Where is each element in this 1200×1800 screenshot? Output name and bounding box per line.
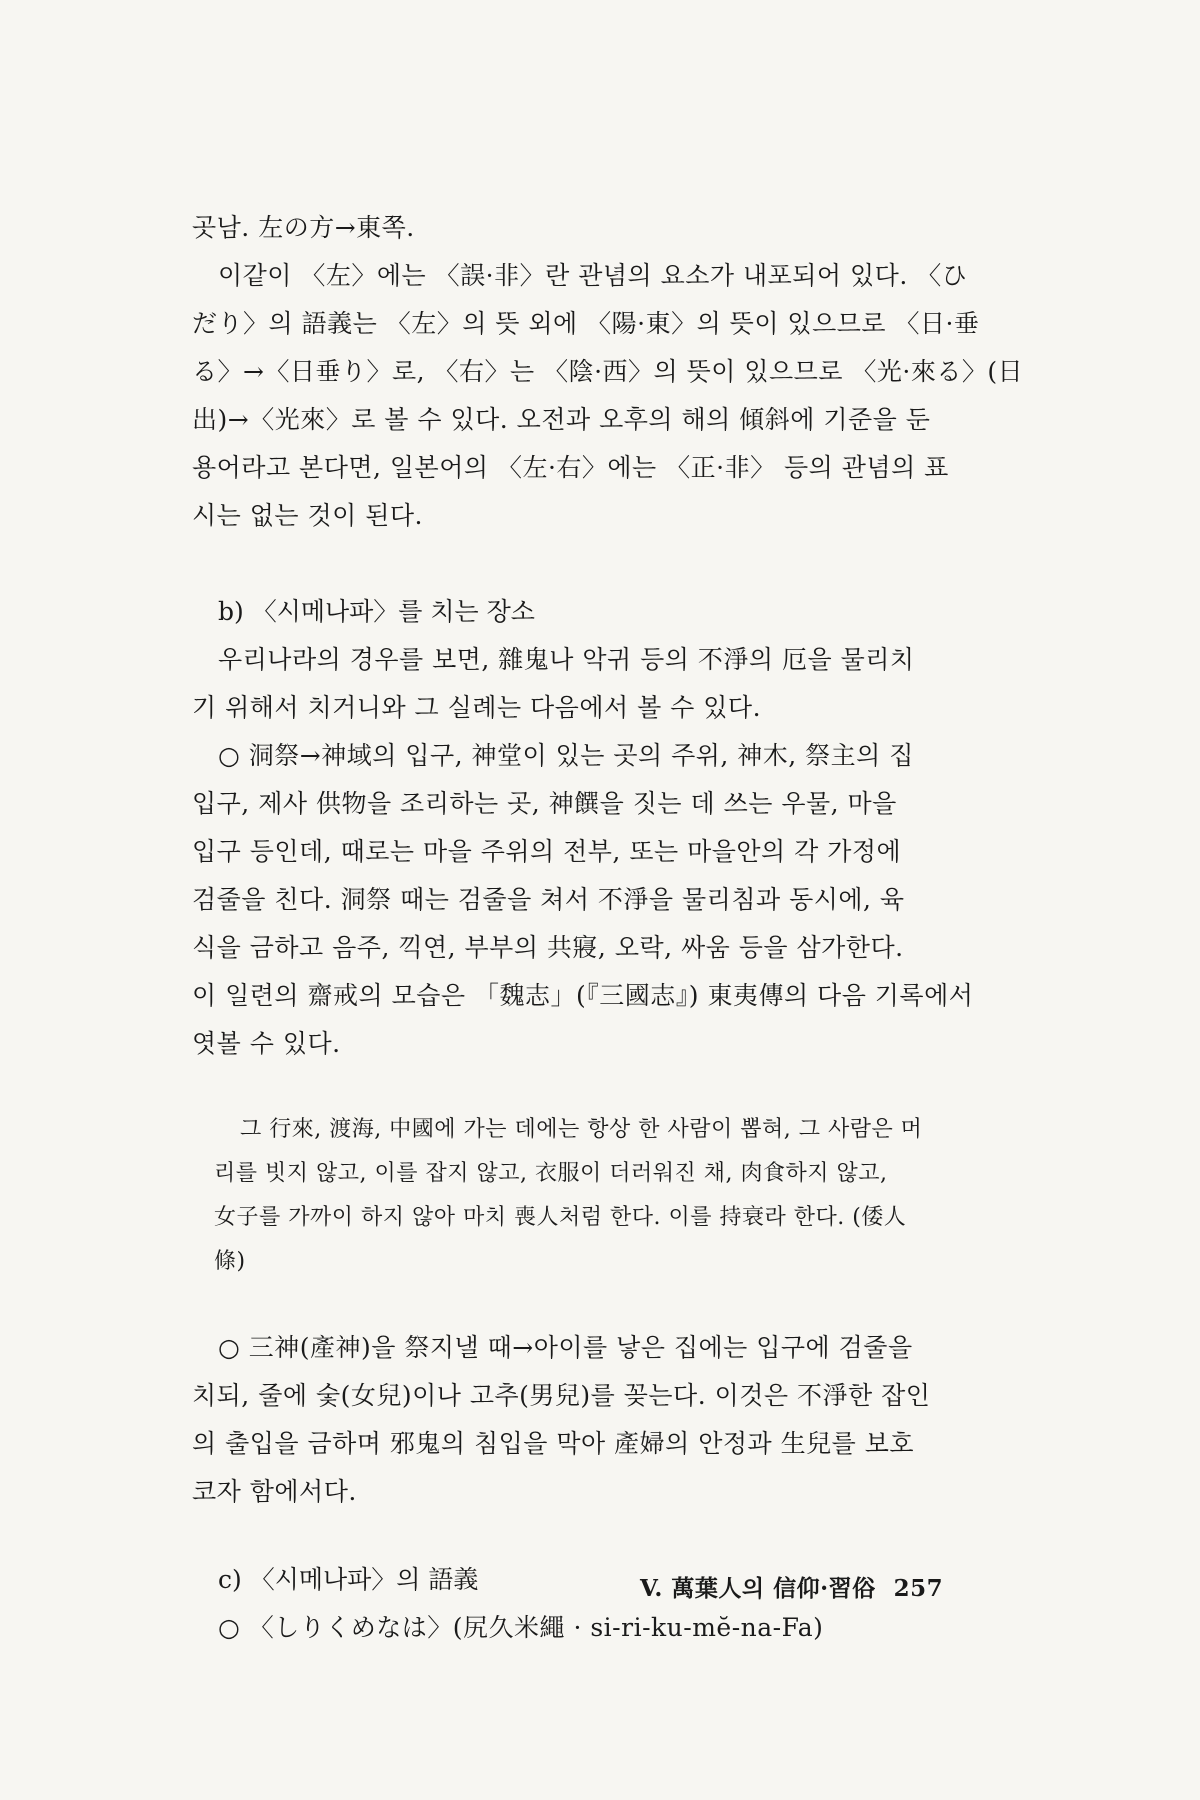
text-line: 식을 금하고 음주, 끽연, 부부의 共寢, 오락, 싸움 등을 삼가한다. — [192, 933, 904, 962]
quote-line: 條) — [214, 1249, 246, 1274]
text-line: ○ 〈しりくめなは〉(尻久米繩 · si-ri-ku-mĕ-na-Fa) — [218, 1613, 824, 1642]
text-line: 엿볼 수 있다. — [192, 1029, 341, 1058]
text-line: 곳남. 左の方→東쪽. — [192, 213, 415, 242]
text-line: ○ 三神(產神)을 祭지낼 때→아이를 낳은 집에는 입구에 검줄을 — [218, 1333, 913, 1362]
text-line: 용어라고 본다면, 일본어의 〈左·右〉에는 〈正·非〉 등의 관념의 표 — [192, 453, 949, 482]
text-line: 우리나라의 경우를 보면, 雜鬼나 악귀 등의 不淨의 厄을 물리치 — [218, 645, 915, 674]
block-quote — [214, 1112, 1004, 1280]
text-line: 코자 함에서다. — [192, 1477, 357, 1506]
text-line: る〉→〈日垂り〉로, 〈右〉는 〈陰·西〉의 뜻이 있으므로 〈光·來る〉(日 — [192, 357, 1024, 386]
text-line: 검줄을 친다. 洞祭 때는 검줄을 쳐서 不淨을 물리침과 동시에, 육 — [192, 885, 905, 914]
text-line: 이 일련의 齋戒의 모습은 「魏志」(『三國志』) 東夷傳의 다음 기록에서 — [192, 981, 974, 1010]
paragraph-left-right — [192, 208, 1024, 536]
page-footer — [640, 1570, 943, 1603]
text-line: 出)→〈光來〉로 볼 수 있다. 오전과 오후의 해의 傾斜에 기준을 둔 — [192, 405, 931, 434]
text-line: 시는 없는 것이 된다. — [192, 501, 423, 530]
text-line: 기 위해서 치거니와 그 실례는 다음에서 볼 수 있다. — [192, 693, 762, 722]
quote-line: 리를 빗지 않고, 이를 잡지 않고, 衣服이 더러워진 채, 肉食하지 않고, — [214, 1161, 888, 1186]
text-line: ○ 洞祭→神域의 입구, 神堂이 있는 곳의 주위, 神木, 祭主의 집 — [218, 741, 914, 770]
page-number: 257 — [893, 1575, 944, 1602]
quote-line: 그 行來, 渡海, 中國에 가는 데에는 항상 한 사람이 뽑혀, 그 사람은 머 — [240, 1117, 923, 1142]
running-title: V. 萬葉人의 信仰·習俗 — [640, 1575, 876, 1602]
page-body — [192, 208, 1024, 1656]
quote-line: 女子를 가까이 하지 않아 마치 喪人처럼 한다. 이를 持衰라 한다. (倭人 — [214, 1205, 907, 1230]
section-heading: c) 〈시메나파〉의 語義 — [218, 1565, 479, 1594]
text-line: 입구 등인데, 때로는 마을 주위의 전부, 또는 마을안의 각 가정에 — [192, 837, 902, 866]
section-heading: b) 〈시메나파〉를 치는 장소 — [218, 597, 535, 626]
text-line: 치되, 줄에 숯(女兒)이나 고추(男兒)를 꽂는다. 이것은 不淨한 잡인 — [192, 1381, 931, 1410]
text-line: 이같이 〈左〉에는 〈誤·非〉란 관념의 요소가 내포되어 있다. 〈ひ — [218, 261, 968, 290]
text-line: だり〉의 語義는 〈左〉의 뜻 외에 〈陽·東〉의 뜻이 있으므로 〈日·垂 — [192, 309, 980, 338]
section-b — [192, 592, 1012, 1512]
text-line: 입구, 제사 供物을 조리하는 곳, 神饌을 짓는 데 쓰는 우물, 마을 — [192, 789, 897, 818]
text-line: 의 출입을 금하며 邪鬼의 침입을 막아 產婦의 안정과 生兒를 보호 — [192, 1429, 915, 1458]
